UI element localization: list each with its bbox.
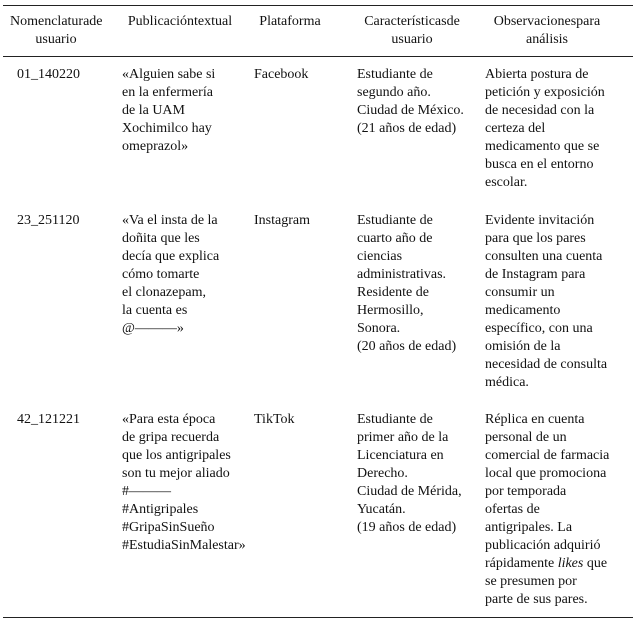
- text-line: Ciudad de Mérida,: [357, 484, 462, 499]
- text-line: se presumen por: [485, 574, 577, 589]
- text-line: necesidad de consulta: [485, 357, 608, 372]
- row3-observations-before: [485, 411, 615, 555]
- row1-post-text: [122, 66, 250, 156]
- text-line: 23_251120: [17, 213, 80, 228]
- likes-suffix: que: [583, 556, 608, 571]
- text-line: petición y exposición: [485, 85, 605, 100]
- text-line: médica.: [485, 375, 529, 390]
- row2-user-id: [17, 212, 107, 230]
- text-line: para que los pares: [485, 231, 586, 246]
- text-line: primer año de la: [357, 430, 449, 445]
- text-line: cuarto año de: [357, 231, 433, 246]
- text-line: Nomenclatura: [10, 14, 90, 29]
- text-line: Estudiante de: [357, 67, 433, 82]
- row3-user-id: [17, 411, 107, 429]
- text-line: Yucatán.: [357, 502, 406, 517]
- text-line: Xochimilco hay: [122, 121, 212, 136]
- text-line: «Alguien sabe si: [122, 67, 216, 82]
- text-line: Observaciones: [493, 14, 577, 29]
- text-line: específico, con una: [485, 321, 593, 336]
- text-line: «Va el insta de la: [122, 213, 218, 228]
- text-line: Hermosillo,: [357, 303, 424, 318]
- text-line: certeza del: [485, 121, 546, 136]
- header-nomenclatura: [10, 13, 102, 49]
- table-header-rule: [3, 56, 633, 57]
- text-line: Réplica en cuenta: [485, 412, 585, 427]
- text-line: Ciudad de México.: [357, 103, 464, 118]
- text-line: parte de sus pares.: [485, 592, 588, 607]
- text-line: Instagram: [254, 213, 310, 228]
- text-line: administrativas.: [357, 267, 447, 282]
- text-line: medicamento que se: [485, 139, 600, 154]
- table-bottom-rule: [3, 617, 633, 618]
- text-line: escolar.: [485, 175, 528, 190]
- text-line: en la enfermería: [122, 85, 213, 100]
- row3-platform: [254, 411, 350, 429]
- text-line: antigripales. La: [485, 520, 573, 535]
- header-observaciones: [484, 13, 610, 49]
- text-line: la cuenta es: [122, 303, 188, 318]
- text-line: ofertas de: [485, 502, 540, 517]
- row1-user-id: [17, 66, 107, 84]
- text-line: el clonazepam,: [122, 285, 206, 300]
- text-line: consumir un: [485, 285, 555, 300]
- text-line: que los antigripales: [122, 448, 231, 463]
- text-line: local que promociona: [485, 466, 607, 481]
- text-line: de usuario: [391, 14, 460, 47]
- text-line: Evidente invitación: [485, 213, 595, 228]
- text-line: por temporada: [485, 484, 567, 499]
- likes-prefix: rápidamente: [485, 556, 558, 571]
- text-line: Abierta postura de: [485, 67, 589, 82]
- text-line: 42_121221: [17, 412, 80, 427]
- text-line: ciencias: [357, 249, 403, 264]
- row2-platform: [254, 212, 350, 230]
- text-line: TikTok: [254, 412, 295, 427]
- text-line: omeprazol»: [122, 139, 189, 154]
- text-line: Plataforma: [259, 14, 321, 29]
- row2-post-text: [122, 212, 250, 338]
- text-line: son tu mejor aliado: [122, 466, 230, 481]
- text-line: de la UAM: [122, 103, 185, 118]
- row1-platform: [254, 66, 350, 84]
- row2-user-characteristics: [357, 212, 481, 356]
- text-line: segundo año.: [357, 85, 431, 100]
- text-line: personal de un: [485, 430, 567, 445]
- text-line: (20 años de edad): [357, 339, 457, 354]
- text-line: de gripa recuerda: [122, 430, 220, 445]
- text-line: #EstudiaSinMalestar»: [122, 538, 246, 553]
- text-line: Estudiante de: [357, 213, 433, 228]
- row1-observations: [485, 66, 615, 192]
- text-line: Publicación: [127, 14, 194, 29]
- text-line: medicamento: [485, 303, 561, 318]
- row3-observations: [485, 411, 615, 609]
- header-caracteristicas: [350, 13, 474, 49]
- text-line: «Para esta época: [122, 412, 216, 427]
- text-line: Estudiante de: [357, 412, 433, 427]
- row1-user-characteristics: [357, 66, 481, 138]
- text-line: @———»: [122, 321, 184, 336]
- text-line: textual: [194, 14, 233, 29]
- text-line: 01_140220: [17, 67, 80, 82]
- text-line: doñita que les: [122, 231, 200, 246]
- text-line: busca en el entorno: [485, 157, 594, 172]
- header-publicacion: [116, 13, 244, 31]
- text-line: de necesidad con la: [485, 103, 595, 118]
- text-line: #Antigripales: [122, 502, 199, 517]
- row3-post-text: [122, 411, 250, 555]
- text-line: Características: [364, 14, 447, 29]
- row2-observations: [485, 212, 615, 392]
- text-line: decía que explica: [122, 249, 220, 264]
- text-line: Derecho.: [357, 466, 408, 481]
- text-line: (21 años de edad): [357, 121, 457, 136]
- text-line: #———: [122, 484, 171, 499]
- text-line: #GripaSinSueño: [122, 520, 215, 535]
- text-line: para análisis: [526, 14, 601, 47]
- text-line: Facebook: [254, 67, 309, 82]
- text-line: comercial de farmacia: [485, 448, 610, 463]
- text-line: consulten una cuenta: [485, 249, 603, 264]
- row3-observations-likes-line: [485, 555, 615, 573]
- text-line: (19 años de edad): [357, 520, 457, 535]
- text-line: publicación adquirió: [485, 538, 601, 553]
- row3-user-characteristics: [357, 411, 481, 537]
- text-line: Residente de: [357, 285, 429, 300]
- likes-word: likes: [557, 556, 584, 571]
- text-line: omisión de la: [485, 339, 561, 354]
- table-top-rule: [3, 5, 633, 6]
- text-line: de Instagram para: [485, 267, 586, 282]
- text-line: Sonora.: [357, 321, 401, 336]
- text-line: de usuario: [35, 14, 103, 47]
- text-line: Licenciatura en: [357, 448, 444, 463]
- header-plataforma: [250, 13, 330, 31]
- row3-observations-after: [485, 573, 615, 609]
- text-line: cómo tomarte: [122, 267, 200, 282]
